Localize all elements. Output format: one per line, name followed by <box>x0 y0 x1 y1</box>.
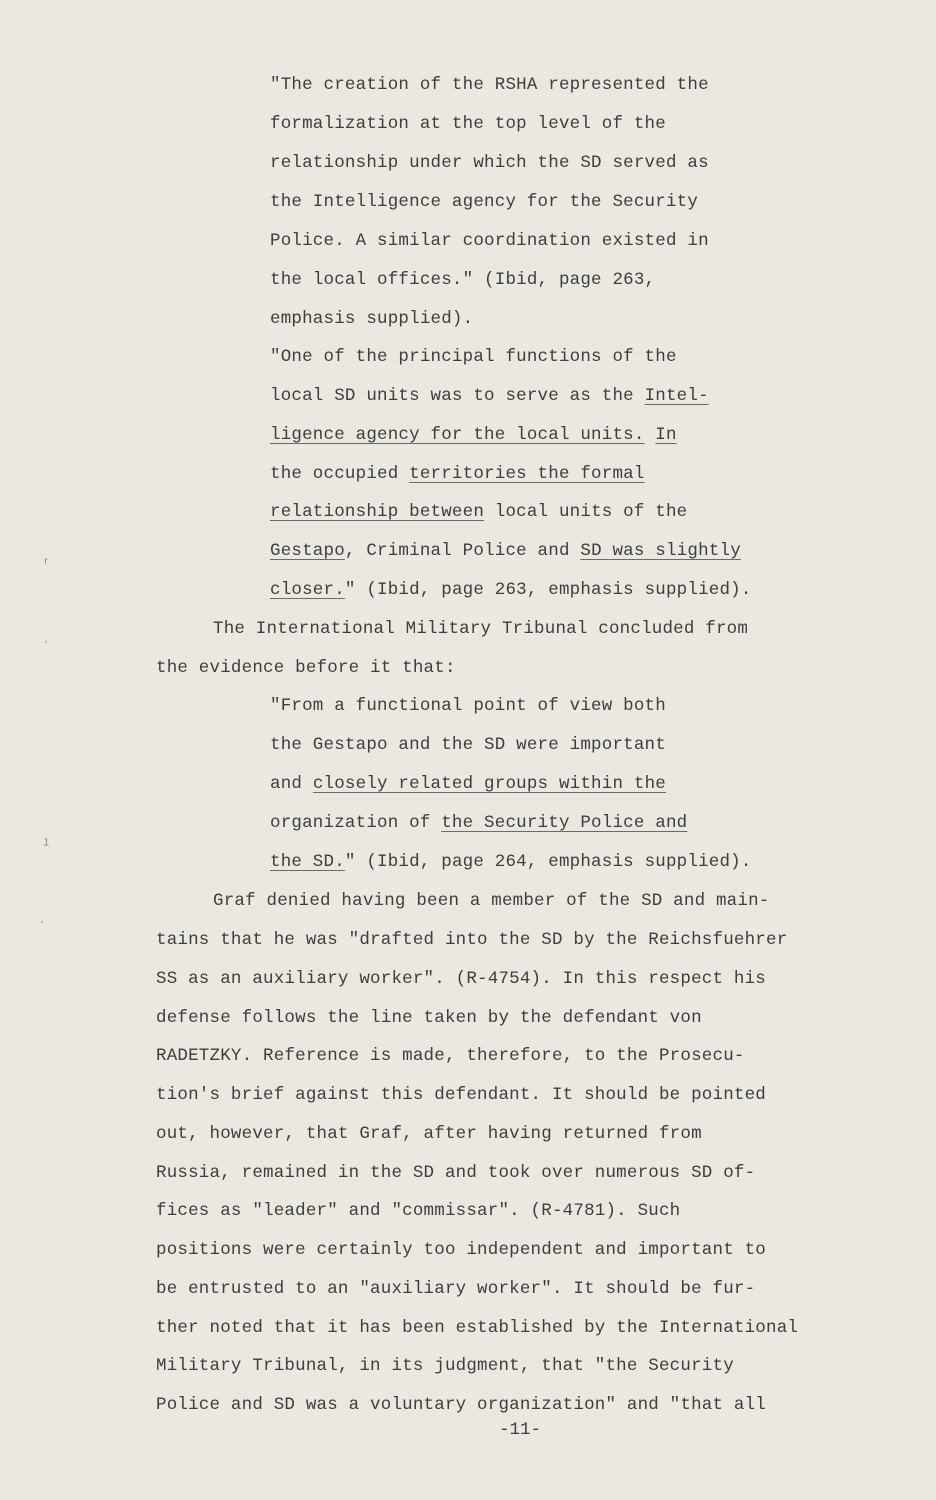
quote2-underlined-sd: SD was slightly <box>580 541 741 561</box>
quote3-underlined-groups: closely related groups within the <box>312 774 666 794</box>
quote2-underlined-relationship: relationship between <box>270 502 485 522</box>
quote3-line-4 <box>270 812 687 834</box>
quote1-line-1: "The creation of the RSHA represented the <box>270 75 709 95</box>
para2-line-6: tion's brief against this defendant. It should be pointed <box>156 1085 766 1105</box>
quote2-underlined-agency: ligence agency for the local units. <box>270 425 645 445</box>
para2-line-9: fices as "leader" and "commissar". (R-4781). Such <box>156 1201 681 1221</box>
para2-line-13: Military Tribunal, in its judgment, that "the Security <box>156 1356 734 1376</box>
quote1-line-4: the Intelligence agency for the Security <box>270 192 699 212</box>
quote1-line-3: relationship under which the SD served as <box>270 153 709 173</box>
quote2-line-2 <box>270 385 709 407</box>
page-number: -11- <box>498 1420 541 1440</box>
quote2-line-5-text: local units of the <box>484 502 688 522</box>
quote1-line-6: the local offices." (Ibid, page 263, <box>270 270 656 290</box>
para1-line-2: the evidence before it that: <box>156 658 456 678</box>
quote3-line-1: "From a functional point of view both <box>270 696 666 716</box>
para2-line-1: Graf denied having been a member of the SD and main- <box>213 891 770 911</box>
para2-line-12: ther noted that it has been established by the International <box>156 1318 799 1338</box>
para2-line-3: SS as an auxiliary worker". (R-4754). In this respect his <box>156 969 766 989</box>
quote3-line-3 <box>270 773 666 795</box>
quote2-line-3 <box>270 424 677 446</box>
quote3-line-4-text: organization of <box>270 813 442 833</box>
quote2-underlined-gestapo: Gestapo <box>270 541 345 561</box>
quote2-underlined-territories: territories the formal <box>409 464 645 484</box>
para2-line-5: RADETZKY. Reference is made, therefore, to the Prosecu- <box>156 1046 745 1066</box>
quote2-underlined-intel: Intel- <box>644 386 709 406</box>
quote2-line-5 <box>270 501 687 523</box>
quote2-line-7 <box>270 579 752 601</box>
para2-line-4: defense follows the line taken by the defendant von <box>156 1008 702 1028</box>
quote2-line-3-gap <box>645 425 656 445</box>
margin-speck: ʿ <box>38 920 47 936</box>
para2-line-7: out, however, that Graf, after having returned from <box>156 1124 702 1144</box>
para2-line-10: positions were certainly too independent and important to <box>156 1240 766 1260</box>
quote3-underlined-the-sd: the SD. <box>270 852 345 872</box>
quote3-line-2: the Gestapo and the SD were important <box>270 735 666 755</box>
quote3-line-5-text: " (Ibid, page 264, emphasis supplied). <box>344 852 752 872</box>
quote2-line-7-text: " (Ibid, page 263, emphasis supplied). <box>344 580 752 600</box>
quote2-line-2-text: local SD units was to serve as the <box>270 386 645 406</box>
quote2-underlined-closer: closer. <box>270 580 345 600</box>
quote1-line-2: formalization at the top level of the <box>270 114 666 134</box>
margin-speck: ʳ <box>42 556 51 572</box>
quote3-underlined-security-police: the Security Police and <box>441 813 688 833</box>
quote1-line-5: Police. A similar coordination existed in <box>270 231 709 251</box>
quote2-line-1: "One of the principal functions of the <box>270 347 677 367</box>
quote3-line-5 <box>270 851 752 873</box>
para2-line-11: be entrusted to an "auxiliary worker". It should be fur- <box>156 1279 756 1299</box>
para2-line-14: Police and SD was a voluntary organization" and "that all <box>156 1395 766 1415</box>
quote2-line-6-text: , Criminal Police and <box>344 541 581 561</box>
quote2-line-4-text: the occupied <box>270 464 410 484</box>
margin-speck: ˡ <box>42 838 51 854</box>
para1-line-1: The International Military Tribunal concluded from <box>213 619 749 639</box>
quote3-line-3-text: and <box>270 774 313 794</box>
quote1-line-7: emphasis supplied). <box>270 309 474 329</box>
para2-line-8: Russia, remained in the SD and took over numerous SD of- <box>156 1163 756 1183</box>
quote2-underlined-in: In <box>655 425 677 445</box>
quote2-line-6 <box>270 540 741 562</box>
para2-line-2: tains that he was "drafted into the SD by the Reichsfuehrer <box>156 930 788 950</box>
margin-speck: ʿ <box>42 640 51 656</box>
quote2-line-4 <box>270 463 645 485</box>
